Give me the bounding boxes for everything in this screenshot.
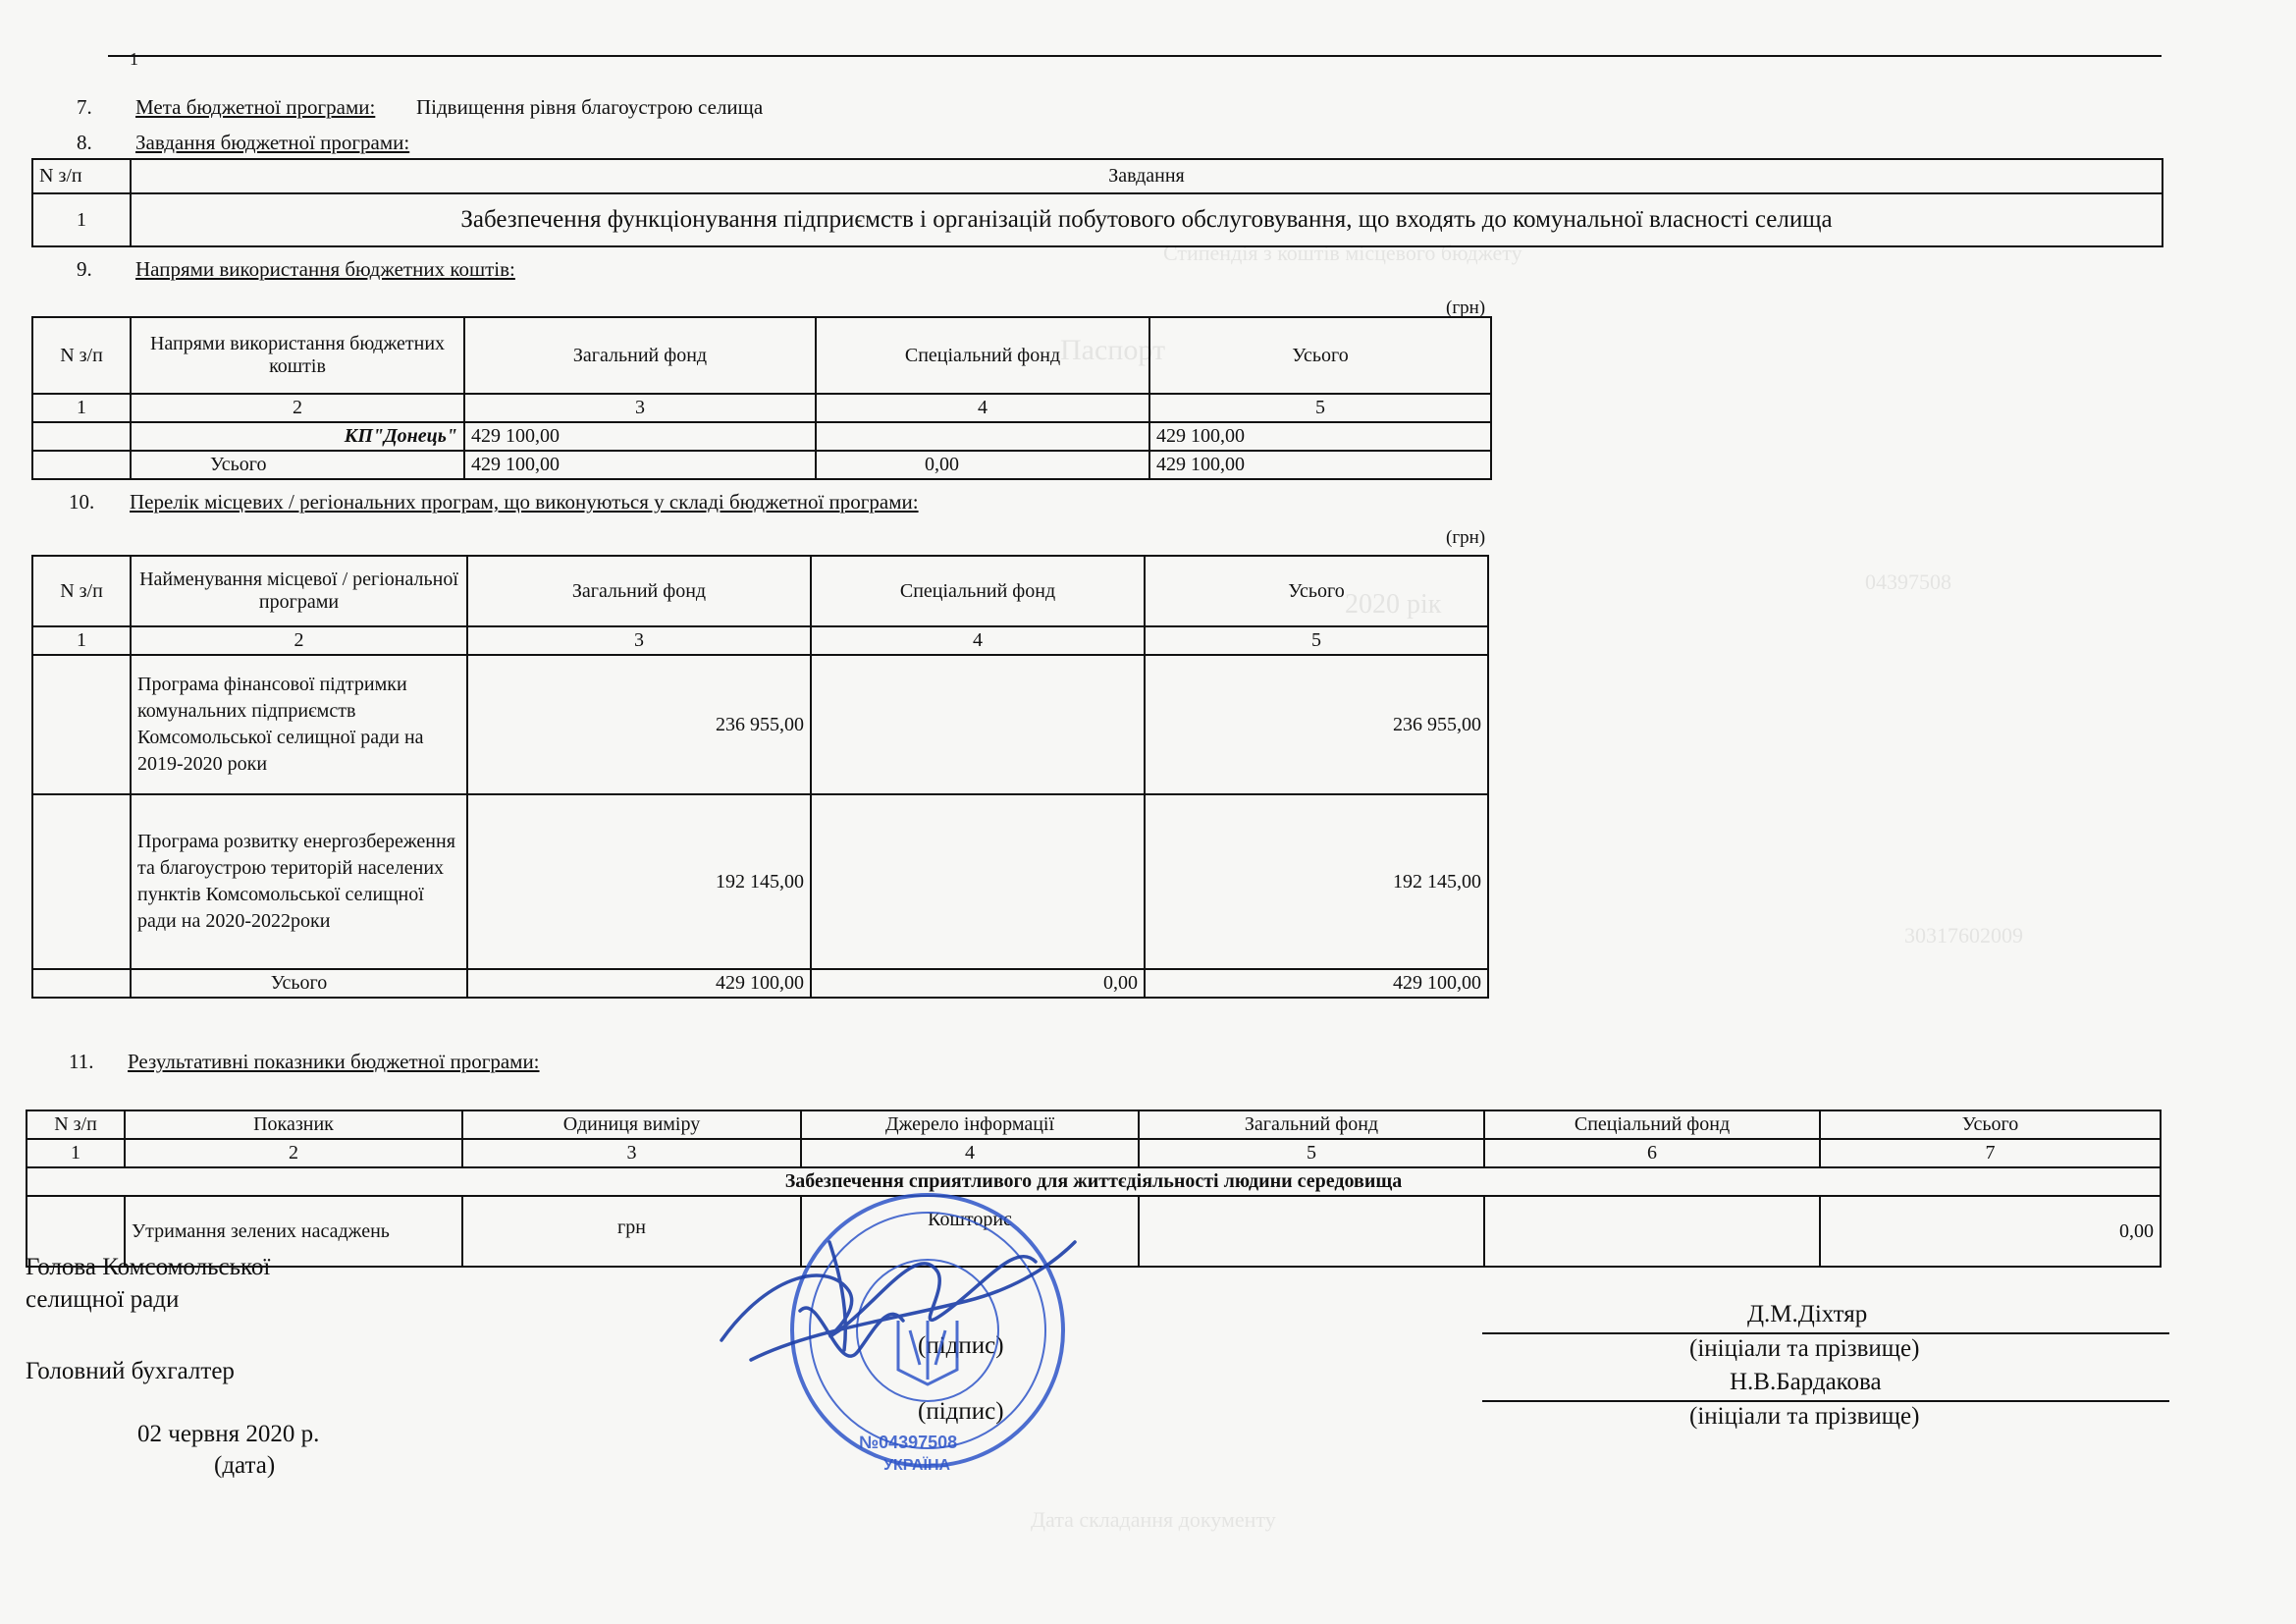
general-fund-value	[1139, 1196, 1484, 1267]
document-page: Стипендія з коштів місцевого бюджету Паспорт 2020 рік 04397508 30317602009 Дата складання документу 1 7. Мета бюджетної програми: Підвищення рівня благоустрою селища 8. Завдання бюджетної програми: N з/п Завдання 1 Забезпечення функціонування підприємств і організацій побутового обслуговування, що входять до комунальної власності селища 9. Напрями використання бюджетних коштів: (грн) N з/п Напрями використання бюджетних коштів Загальний фонд Спеціальний фонд Усього 1 2 3 4 5 КП"Донець" 429 100,00 429 100,00 Усього 429 100,00 0,00 429 100,00 10. Перелік місцевих / регіональних програм, що виконуються у складі бюджетної програми: (грн) N з/п Найменування місцевої / регіональної програми Загальний фонд Спеціальний фонд Усього 1 2 3 4 5 Програма фінансової підтримки комунальних підприємств Комсомольської селищної ради на 2019-2020 роки 236 955,00 236 955,00 Програма розвитку енергозбереження та благоустрою територій населених пунктів Комсомольської селищної ради на 2020-2022роки 192 145,00 192 145,00 Усього 429 100,00 0,00 429 100,00 11. Результативні показники бюджетної програми: N з/п Показник Одиниця виміру Джерело інформації Загальний фонд Спеціальний фонд Усього 1 2 3 4 5 6 7 Забезпечення сприятливого для життєдіяльності людини середовища Утримання зелених насаджень грн Кошторис 0,00 Голова Комсомольської селищної ради (підпис) Д.М.Діхтяр (ініціали та прізвище) Головний бухгалтер (підпис) Н.В.Бардакова (ініціали та прізвище) 02 червня 2020 р. (дата) №04397508 УКРАЇНА	[0, 0, 2296, 1624]
table-row	[32, 422, 1491, 451]
top-mark: 1	[130, 49, 138, 69]
col-number: 1	[27, 1139, 125, 1167]
section-9-unit: (грн)	[1446, 298, 1486, 318]
head-sign-caption: (підпис)	[918, 1332, 1004, 1359]
signing-date: 02 червня 2020 р.	[137, 1421, 320, 1447]
col-number: 2	[125, 1139, 462, 1167]
table-row	[32, 794, 1488, 969]
programs-number-row	[32, 626, 1488, 655]
header-special-fund: Спеціальний фонд	[816, 317, 1149, 394]
accountant-name-caption: (ініціали та прізвище)	[1689, 1403, 1920, 1430]
header-general-fund: Загальний фонд	[467, 556, 811, 626]
section-11-number: 11.	[69, 1050, 94, 1073]
accountant-name-line	[1482, 1400, 2169, 1402]
tasks-header-row	[32, 159, 2163, 193]
indicators-header-row	[27, 1110, 2161, 1139]
general-fund-value: 236 955,00	[467, 655, 811, 794]
programs-total-row	[32, 969, 1488, 998]
empty-cell	[32, 655, 131, 794]
head-name-line	[1482, 1332, 2169, 1334]
header-total: Усього	[1149, 317, 1491, 394]
col-number: 1	[32, 394, 131, 422]
general-fund-value: 192 145,00	[467, 794, 811, 969]
section-11-label: Результативні показники бюджетної програми:	[128, 1050, 540, 1073]
empty-cell	[32, 969, 131, 998]
total-label: Усього	[131, 969, 467, 998]
special-fund-value	[811, 655, 1145, 794]
header-special-fund: Спеціальний фонд	[1484, 1110, 1820, 1139]
header-indicator: Показник	[125, 1110, 462, 1139]
row-number: 1	[32, 193, 131, 246]
head-title-line1: Голова Комсомольської	[26, 1254, 271, 1280]
directions-number-row	[32, 394, 1491, 422]
head-title-line2: селищної ради	[26, 1286, 180, 1313]
general-fund-total: 429 100,00	[467, 969, 811, 998]
program-name: Програма фінансової підтримки комунальних підприємств Комсомольської селищної ради на 2019-2020 роки	[131, 655, 467, 794]
section-7-label: Мета бюджетної програми:	[135, 95, 376, 119]
section-9-number: 9.	[77, 257, 92, 281]
stamp-code: №04397508	[859, 1433, 958, 1452]
special-fund-value	[816, 422, 1149, 451]
col-number: 5	[1145, 626, 1488, 655]
empty-cell	[32, 794, 131, 969]
col-number: 2	[131, 394, 464, 422]
total-value: 236 955,00	[1145, 655, 1488, 794]
programs-header-row	[32, 556, 1488, 626]
indicator-name: Утримання зелених насаджень	[125, 1196, 462, 1267]
col-number: 3	[467, 626, 811, 655]
indicators-number-row	[27, 1139, 2161, 1167]
header-n: N з/п	[32, 159, 131, 193]
section-9-label: Напрями використання бюджетних коштів:	[135, 257, 515, 281]
task-text: Забезпечення функціонування підприємств і організацій побутового обслуговування, що входять до комунальної власності селища	[131, 193, 2163, 246]
header-n: N з/п	[32, 317, 131, 394]
total-value: 0,00	[1820, 1196, 2161, 1267]
section-8-label: Завдання бюджетної програми:	[135, 131, 410, 154]
table-row	[32, 655, 1488, 794]
program-name: Програма розвитку енергозбереження та благоустрою територій населених пунктів Комсомольської селищної ради на 2020-2022роки	[131, 794, 467, 969]
header-general-fund: Загальний фонд	[464, 317, 816, 394]
total-value: 192 145,00	[1145, 794, 1488, 969]
col-number: 4	[816, 394, 1149, 422]
special-fund-value	[1484, 1196, 1820, 1267]
header-program: Найменування місцевої / регіональної програми	[131, 556, 467, 626]
section-10-label: Перелік місцевих / регіональних програм, що виконуються у складі бюджетної програми:	[130, 490, 919, 514]
header-unit: Одиниця виміру	[462, 1110, 801, 1139]
col-number: 3	[462, 1139, 801, 1167]
col-number: 5	[1149, 394, 1491, 422]
head-name-caption: (ініціали та прізвище)	[1689, 1335, 1920, 1362]
col-number: 7	[1820, 1139, 2161, 1167]
special-fund-total: 0,00	[811, 969, 1145, 998]
header-general-fund: Загальний фонд	[1139, 1110, 1484, 1139]
col-number: 1	[32, 626, 131, 655]
section-10-number: 10.	[69, 490, 95, 514]
total-value: 429 100,00	[1149, 422, 1491, 451]
special-fund-value	[811, 794, 1145, 969]
directions-table	[31, 316, 1492, 480]
stamp-country: УКРАЇНА	[883, 1457, 951, 1474]
directions-header-row	[32, 317, 1491, 394]
header-n: N з/п	[32, 556, 131, 626]
col-number: 2	[131, 626, 467, 655]
accountant-title: Головний бухгалтер	[26, 1358, 235, 1384]
col-number: 5	[1139, 1139, 1484, 1167]
col-number: 4	[811, 626, 1145, 655]
header-task: Завдання	[131, 159, 2163, 193]
total-label: Усього	[131, 451, 464, 479]
general-fund-value: 429 100,00	[464, 422, 816, 451]
head-name: Д.М.Діхтяр	[1747, 1301, 1868, 1327]
indicator-unit: грн	[462, 1196, 801, 1267]
accountant-sign-caption: (підпис)	[918, 1398, 1004, 1425]
section-8-number: 8.	[77, 131, 92, 154]
top-strip	[108, 55, 2162, 57]
section-7-number: 7.	[77, 95, 92, 119]
accountant-name: Н.В.Бардакова	[1730, 1369, 1882, 1395]
directions-total-row	[32, 451, 1491, 479]
direction-name: КП"Донець"	[131, 422, 464, 451]
col-number: 6	[1484, 1139, 1820, 1167]
empty-cell	[32, 422, 131, 451]
indicator-source: Кошторис	[801, 1196, 1139, 1267]
section-10-unit: (грн)	[1446, 527, 1486, 548]
header-n: N з/п	[27, 1110, 125, 1139]
header-total: Усього	[1145, 556, 1488, 626]
group-title: Забезпечення сприятливого для життєдіяльності людини середовища	[27, 1167, 2161, 1196]
header-source: Джерело інформації	[801, 1110, 1139, 1139]
tasks-table	[31, 158, 2163, 247]
grand-total: 429 100,00	[1145, 969, 1488, 998]
grand-total: 429 100,00	[1149, 451, 1491, 479]
col-number: 3	[464, 394, 816, 422]
programs-table	[31, 555, 1489, 999]
date-caption: (дата)	[214, 1452, 276, 1479]
col-number: 4	[801, 1139, 1139, 1167]
section-7-value: Підвищення рівня благоустрою селища	[416, 95, 764, 119]
header-direction: Напрями використання бюджетних коштів	[131, 317, 464, 394]
header-total: Усього	[1820, 1110, 2161, 1139]
special-fund-total: 0,00	[816, 451, 1149, 479]
general-fund-total: 429 100,00	[464, 451, 816, 479]
official-stamp	[692, 1183, 1104, 1478]
header-special-fund: Спеціальний фонд	[811, 556, 1145, 626]
table-row	[32, 193, 2163, 246]
empty-cell	[32, 451, 131, 479]
